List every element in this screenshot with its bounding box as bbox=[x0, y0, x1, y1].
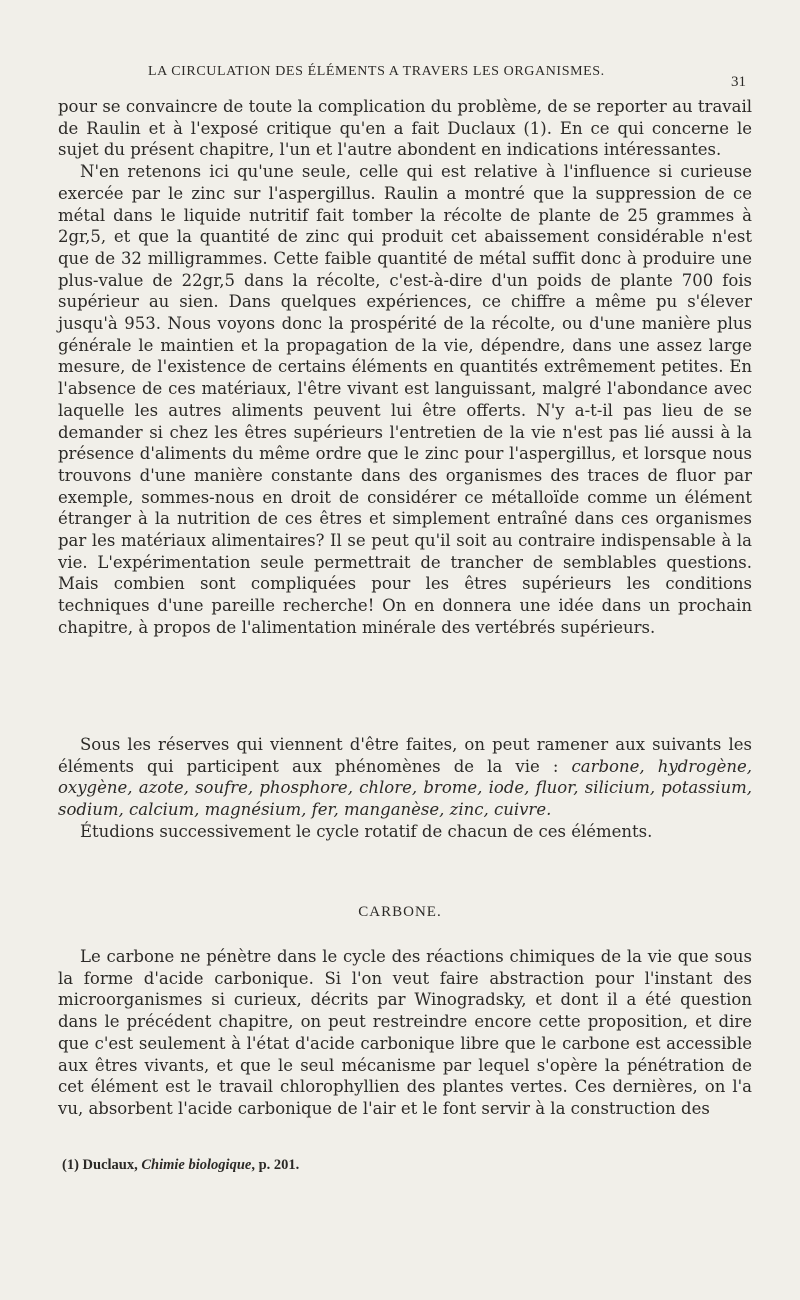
section-title: CARBONE. bbox=[358, 904, 442, 920]
paragraph-study-cycle: Étudions successivement le cycle rotatif de chacun de ces éléments. bbox=[80, 821, 653, 841]
running-title: LA CIRCULATION DES ÉLÉMENTS A TRAVERS LES ORGANISMES. bbox=[148, 64, 605, 79]
footnote bbox=[62, 1157, 752, 1174]
page-number: 31 bbox=[731, 74, 746, 90]
text-block-carbone bbox=[58, 946, 752, 1120]
paragraph-carbone: Le carbone ne pénètre dans le cycle des réactions chimiques de la vie que sous la forme d'acide carbonique. Si l'on veut faire abstraction pour l'instant des microorganismes si curieux, décrits par Winogradsky, et dont il a été question dans le précédent chapitre, on peut restreindre encore cette proposition, et dire que c'est seulement à l'état d'acide carbonique libre que le carbone est accessible aux êtres vivants, et que le seul mécanisme par lequel s'opère la pénétration de cet élément est le travail chlorophyllien des plantes vertes. Ces dernières, on l'a vu, absorbent l'acide carbonique de l'air et le font servir à la construction des bbox=[58, 947, 752, 1118]
footnote-page: , p. 201. bbox=[251, 1157, 300, 1173]
text-block-elements bbox=[58, 734, 752, 843]
paragraph-elements-list bbox=[58, 734, 752, 821]
elements-list: carbone, hydrogène, oxygène, azote, soufre, phosphore, chlore, brome, iode, fluor, silicium, potassium, sodium, calcium, magnésium, fer, manganèse, zinc, cuivre. bbox=[58, 756, 753, 820]
footnote-title: Chimie biologique bbox=[141, 1157, 252, 1173]
running-header bbox=[58, 60, 748, 88]
text-block-intro bbox=[58, 96, 752, 639]
paragraph-continuation: pour se convaincre de toute la complication du problème, de se reporter au travail de Raulin et à l'exposé critique qu'en a fait Duclaux (1). En ce qui concerne le sujet du présent chapitre, l'un et l'autre abondent en indications intéressantes. bbox=[58, 97, 752, 160]
elements-intro: Sous les réserves qui viennent d'être faites, on peut ramener aux suivants les éléments qui participent aux phénomènes de la vie : bbox=[58, 735, 752, 776]
footnote-marker: (1) Duclaux, bbox=[62, 1157, 138, 1173]
paragraph-zinc-aspergillus: N'en retenons ici qu'une seule, celle qui est relative à l'influence si curieuse exercée par le zinc sur l'aspergillus. Raulin a montré que la suppression de ce métal dans le liquide nutritif fait tomber la récolte de plante de 25 grammes à 2gr,5, et que la quantité de zinc qui produit cet abaissement considérable n'est que de 32 milligrammes. Cette faible quantité de métal suffit donc à produire une plus-value de 22gr,5 dans la récolte, c'est-à-dire d'un poids de plante 700 fois supérieur au sien. Dans quelques expériences, ce chiffre a même pu s'élever jusqu'à 953. Nous voyons donc la prospérité de la récolte, ou d'une manière plus générale le maintien et la propagation de la vie, dépendre, dans une assez large mesure, de l'existence de certains éléments en quantités extrêmement petites. En l'absence de ces matériaux, l'être vivant est languissant, malgré l'abondance avec laquelle les autres aliments peuvent lui être offerts. N'y a-t-il pas lieu de se demander si chez les êtres supérieurs l'entretien de la vie n'est pas lié aussi à la présence d'aliments du même ordre que le zinc pour l'aspergillus, et lorsque nous trouvons d'une manière constante dans des organismes des traces de fluor par exemple, sommes-nous en droit de considérer ce métalloïde comme un élément étranger à la nutrition de ces êtres et simplement entraîné dans ces organismes par les matériaux alimentaires? Il se peut qu'il soit au contraire indispensable à la vie. L'expérimentation seule permettrait de trancher de semblables questions. Mais combien sont compliquées pour les êtres supérieurs les conditions techniques d'une pareille recherche! On en donnera une idée dans un prochain chapitre, à propos de l'alimentation minérale des vertébrés supérieurs. bbox=[58, 162, 752, 637]
